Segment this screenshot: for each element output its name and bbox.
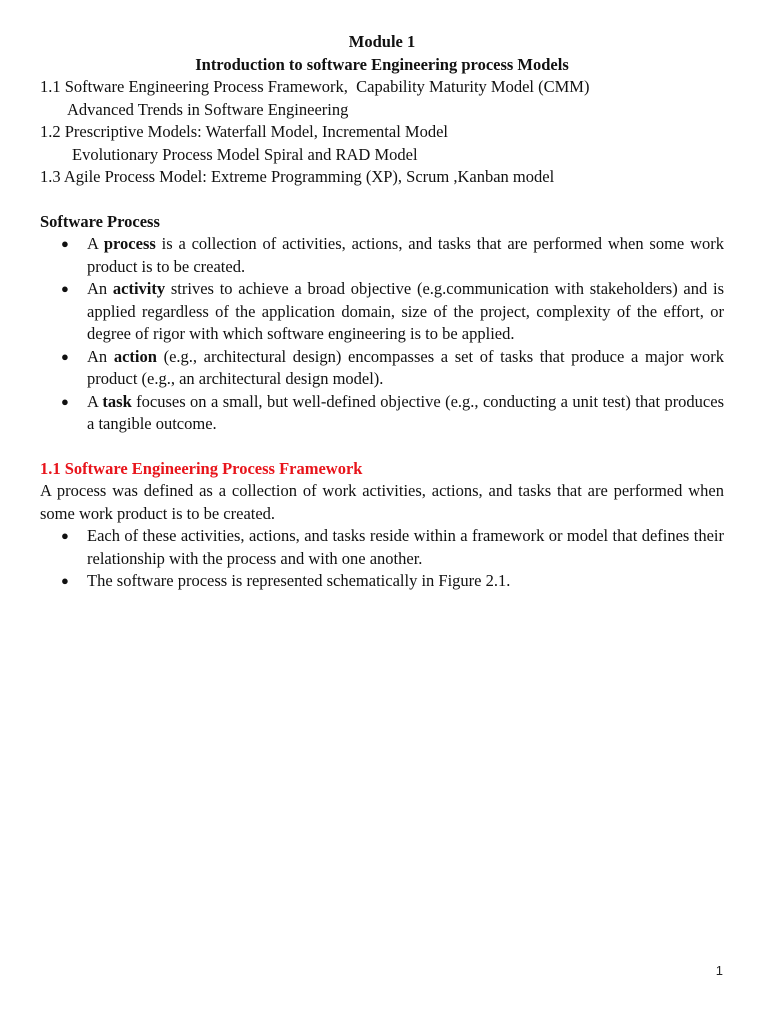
framework-intro: A process was defined as a collection of work activities, actions, and tasks that are performed when some work product is to be created. — [40, 481, 724, 523]
bullet-pre: A — [87, 391, 103, 411]
bullet-text: Each of these activities, actions, and tasks reside within a framework or model that defines their relationship with the process and with one another. — [87, 526, 724, 568]
bullet-text: (e.g., architectural design) encompasses a set of tasks that produce a major work product (e.g., an architectural design model). — [87, 346, 724, 388]
toc-line-1-2: 1.2 Prescriptive Models: Waterfall Model, Incremental Model — [40, 122, 449, 141]
bullet-icon: ● — [61, 528, 69, 543]
bullet-term: action — [113, 346, 157, 366]
toc-line-1-3: 1.3 Agile Process Model: Extreme Programming (XP), Scrum ,Kanban model — [40, 167, 555, 186]
module-label: Module 1 — [348, 32, 416, 51]
bullet-text: is a collection of activities, actions, and tasks that are performed when some work product is to be created. — [87, 234, 724, 276]
document-title: Introduction to software Engineering process Models — [195, 54, 569, 74]
bullet-term: activity — [112, 279, 166, 298]
bullet-icon: ● — [61, 573, 69, 588]
bullet-text: The software process is represented schematically in Figure 2.1. — [87, 571, 511, 590]
list-item — [40, 346, 724, 391]
list-item — [40, 278, 724, 346]
table-of-contents — [40, 76, 724, 189]
bullet-icon: ● — [61, 281, 69, 296]
list-item — [40, 525, 724, 570]
bullet-icon: ● — [61, 393, 69, 409]
list-item — [40, 233, 724, 278]
bullet-icon: ● — [61, 348, 69, 364]
bullet-term: task — [102, 391, 132, 411]
bullet-text: strives to achieve a broad objective (e.g.communication with stakeholders) and is applied regardless of the application domain, size of the project, complexity of the effort, or degree of rigor with which software engineering is to be applied. — [87, 279, 724, 343]
list-item — [40, 391, 724, 436]
software-process-heading: Software Process — [40, 211, 160, 231]
page-number: 1 — [715, 963, 723, 978]
bullet-pre: An — [87, 346, 114, 366]
software-process-list — [40, 233, 724, 436]
bullet-pre: A — [87, 234, 104, 253]
toc-line-1-1: 1.1 Software Engineering Process Framework, Capability Maturity Model (CMM) — [40, 77, 590, 96]
framework-list — [40, 525, 724, 593]
toc-line-1-1-cont: Advanced Trends in Software Engineering — [67, 99, 349, 119]
toc-line-1-2-cont: Evolutionary Process Model Spiral and RAD Model — [72, 144, 418, 164]
list-item — [40, 570, 724, 593]
framework-heading: 1.1 Software Engineering Process Framework — [40, 458, 363, 478]
document-page — [40, 31, 724, 593]
bullet-text: focuses on a small, but well-defined objective (e.g., conducting a unit test) that produces a tangible outcome. — [87, 391, 725, 433]
bullet-pre: An — [87, 279, 113, 298]
bullet-icon: ● — [61, 236, 69, 251]
bullet-term: process — [103, 234, 156, 253]
